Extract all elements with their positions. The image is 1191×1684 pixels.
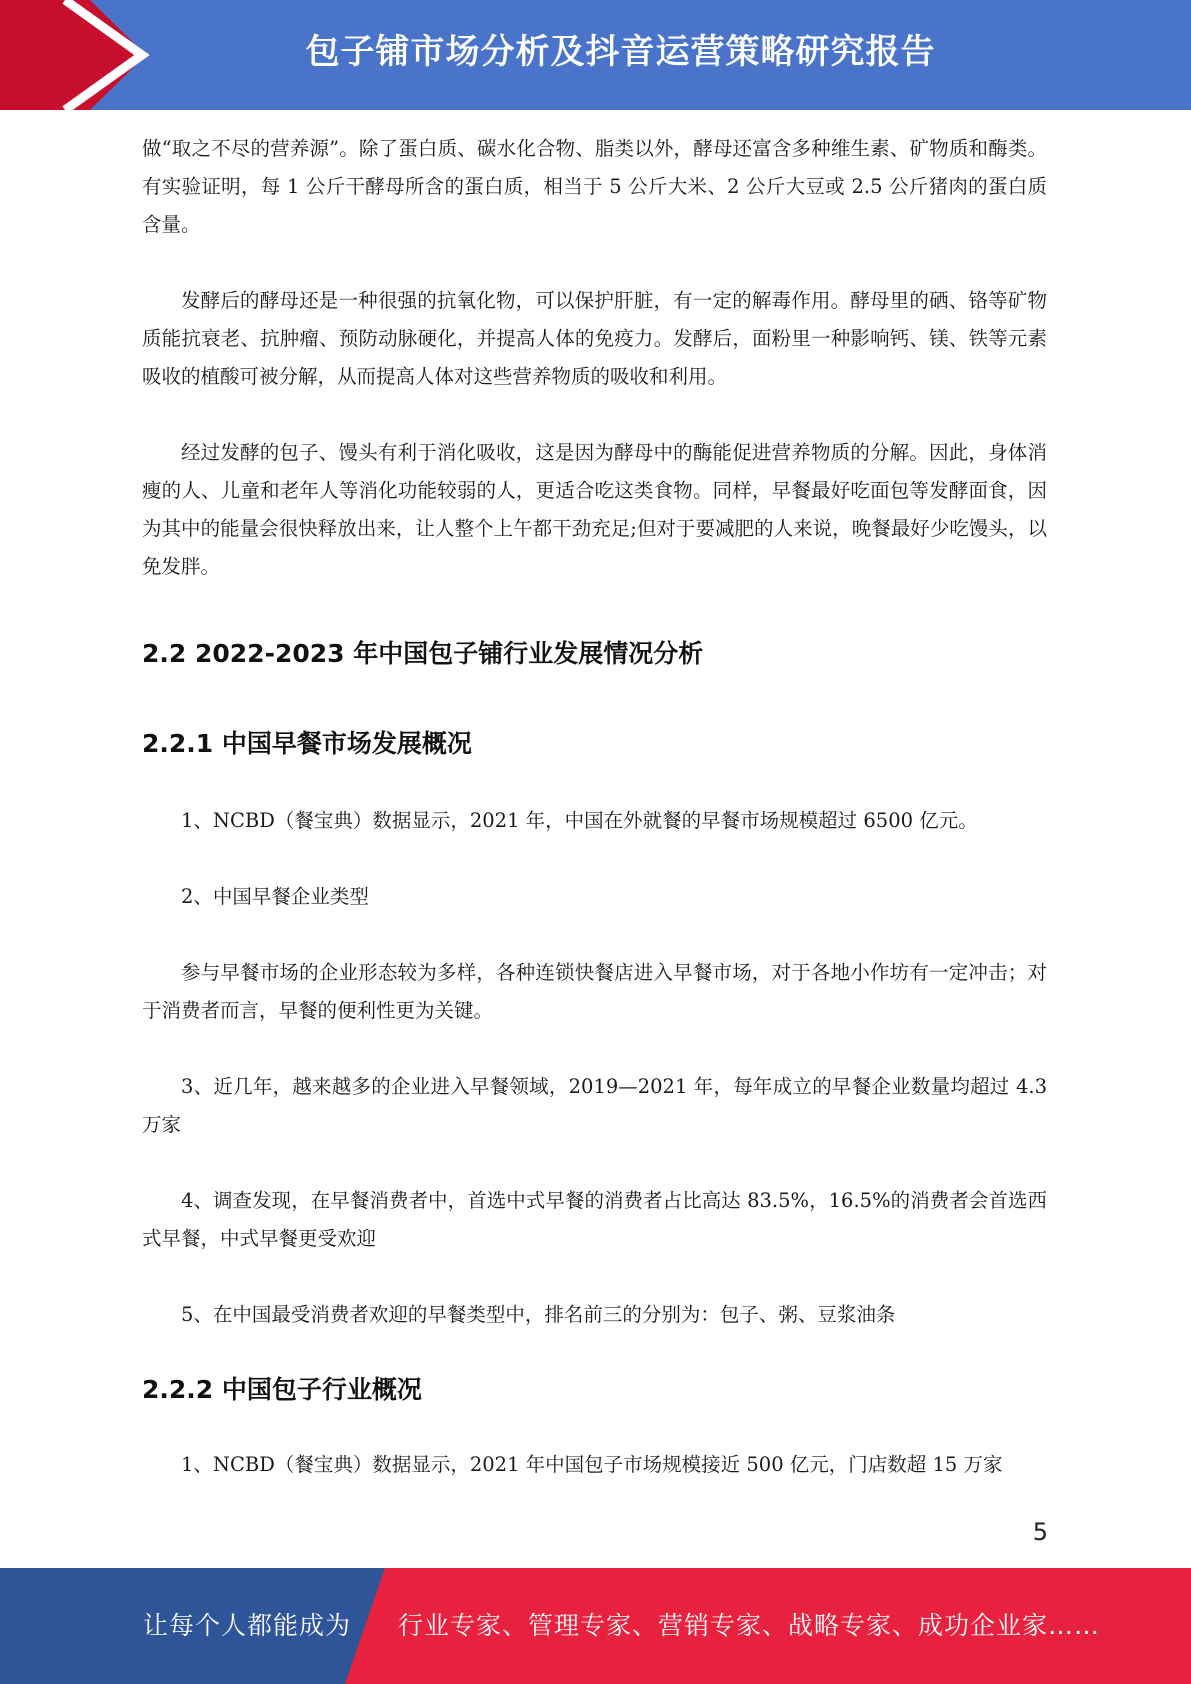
paragraph-fermented-digestion: 经过发酵的包子、馒头有利于消化吸收，这是因为酵母中的酶能促进营养物质的分解。因此，身体消瘦的人、儿童和老年人等消化功能较弱的人，更适合吃这类食物。同样，早餐最好吃面包等发酵面食，因为其中的能量会很快释放出来，让人整个上午都干劲充足;但对于要减肥的人来说，晚餐最好少吃馒头，以免发胖。 [142, 441, 1047, 578]
list-item-top-breakfast-types: 5、在中国最受消费者欢迎的早餐类型中，排名前三的分别为：包子、粥、豆浆油条 [181, 1303, 896, 1326]
list-item-breakfast-market-size: 1、NCBD（餐宝典）数据显示，2021 年，中国在外就餐的早餐市场规模超过 6500 亿元。 [181, 809, 978, 832]
header-red-arrow-decoration [0, 0, 160, 110]
paragraph-yeast-antioxidant: 发酵后的酵母还是一种很强的抗氧化物，可以保护肝脏，有一定的解毒作用。酵母里的硒、铬等矿物质能抗衰老、抗肿瘤、预防动脉硬化，并提高人体的免疫力。发酵后，面粉里一种影响钙、镁、铁等元素吸收的植酸可被分解，从而提高人体对这些营养物质的吸收和利用。 [142, 289, 1047, 388]
paragraph-yeast-nutrition: 做“取之不尽的营养源”。除了蛋白质、碳水化合物、脂类以外，酵母还富含多种维生素、矿物质和酶类。有实验证明，每 1 公斤干酵母所含的蛋白质，相当于 5 公斤大米、2 公斤大豆或 2.5 公斤猪肉的蛋白质含量。 [142, 137, 1047, 236]
footer-slogan-left: 让每个人都能成为 [143, 1611, 352, 1640]
paragraph-breakfast-company-forms: 参与早餐市场的企业形态较为多样，各种连锁快餐店进入早餐市场，对于各地小作坊有一定冲击；对于消费者而言，早餐的便利性更为关键。 [142, 961, 1047, 1022]
list-item-breakfast-company-types: 2、中国早餐企业类型 [181, 885, 369, 908]
list-item-baozi-market-size: 1、NCBD（餐宝典）数据显示，2021 年中国包子市场规模接近 500 亿元，门店数超 15 万家 [181, 1453, 1003, 1476]
report-title: 包子铺市场分析及抖音运营策略研究报告 [305, 32, 936, 72]
section-heading-2-2-1: 2.2.1 中国早餐市场发展概况 [142, 729, 472, 758]
page-body [142, 130, 1047, 1484]
section-heading-2-2-2: 2.2.2 中国包子行业概况 [142, 1375, 422, 1404]
footer-slogan-right: 行业专家、管理专家、营销专家、战略专家、成功企业家…… [398, 1611, 1101, 1640]
page-number: 5 [1032, 1518, 1048, 1546]
page-footer-banner [0, 1568, 1191, 1684]
list-item-consumer-preference: 4、调查发现，在早餐消费者中，首选中式早餐的消费者占比高达 83.5%，16.5%的消费者会首选西式早餐，中式早餐更受欢迎 [142, 1189, 1047, 1250]
page-header-banner [0, 0, 1191, 110]
list-item-new-breakfast-companies: 3、近几年，越来越多的企业进入早餐领域，2019—2021 年，每年成立的早餐企业数量均超过 4.3 万家 [142, 1075, 1047, 1136]
section-heading-2-2: 2.2 2022-2023 年中国包子铺行业发展情况分析 [142, 639, 704, 668]
